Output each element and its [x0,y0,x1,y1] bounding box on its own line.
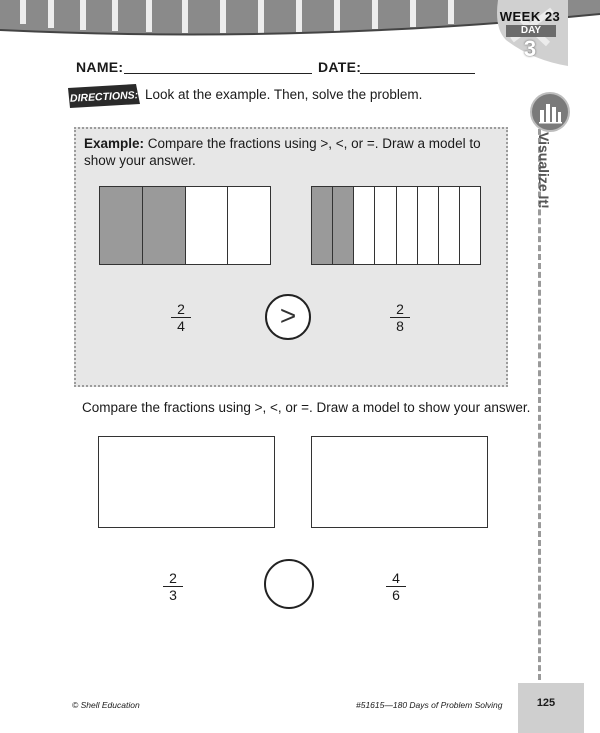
fraction-denominator: 4 [177,318,185,334]
directions-text: Look at the example. Then, solve the problem. [145,87,423,102]
fraction-denominator: 3 [169,587,177,603]
shaded-part [312,187,333,264]
example-right-model [311,186,481,265]
problem-right-fraction [386,571,406,602]
example-text [84,135,494,169]
fraction-numerator: 2 [171,302,191,318]
example-left-model [99,186,271,265]
name-label: NAME: [76,59,124,75]
unshaded-part [228,187,270,264]
shaded-part [100,187,143,264]
unshaded-part [186,187,229,264]
fraction-numerator: 2 [163,571,183,587]
example-left-fraction [171,302,191,333]
fraction-denominator: 6 [392,587,400,603]
footer-book-title: #51615—180 Days of Problem Solving [356,700,503,710]
day-label: DAY [506,25,556,37]
example-instructions: Compare the fractions using >, <, or =. Draw a model to show your answer. [84,136,481,168]
day-number: 3 [523,36,537,61]
example-right-fraction [390,302,410,333]
side-label [530,132,554,232]
directions-badge [66,84,142,108]
unshaded-part [397,187,418,264]
unshaded-part [375,187,396,264]
right-model-drawing-area[interactable] [311,436,488,528]
name-field[interactable] [124,73,312,74]
side-label-text: Visualize It! [536,132,552,209]
directions-badge-text: DIRECTIONS: [69,89,139,105]
footer-copyright: © Shell Education [72,700,140,710]
bar-chart-icon [530,92,570,132]
shaded-part [143,187,186,264]
example-answer-circle: > [265,294,311,340]
problem-answer-circle[interactable] [264,559,314,609]
fraction-denominator: 8 [396,318,404,334]
problem-text: Compare the fractions using >, <, or =. Draw a model to show your answer. [82,400,531,415]
shaded-part [333,187,354,264]
fraction-numerator: 2 [390,302,410,318]
fraction-numerator: 4 [386,571,406,587]
page-number: 125 [536,697,556,709]
date-label: DATE: [318,59,362,75]
left-model-drawing-area[interactable] [98,436,275,528]
week-label: WEEK 23 [499,9,561,24]
example-label: Example: [84,136,145,151]
unshaded-part [460,187,480,264]
unshaded-part [354,187,375,264]
problem-left-fraction [163,571,183,602]
unshaded-part [439,187,460,264]
unshaded-part [418,187,439,264]
date-field[interactable] [360,73,475,74]
